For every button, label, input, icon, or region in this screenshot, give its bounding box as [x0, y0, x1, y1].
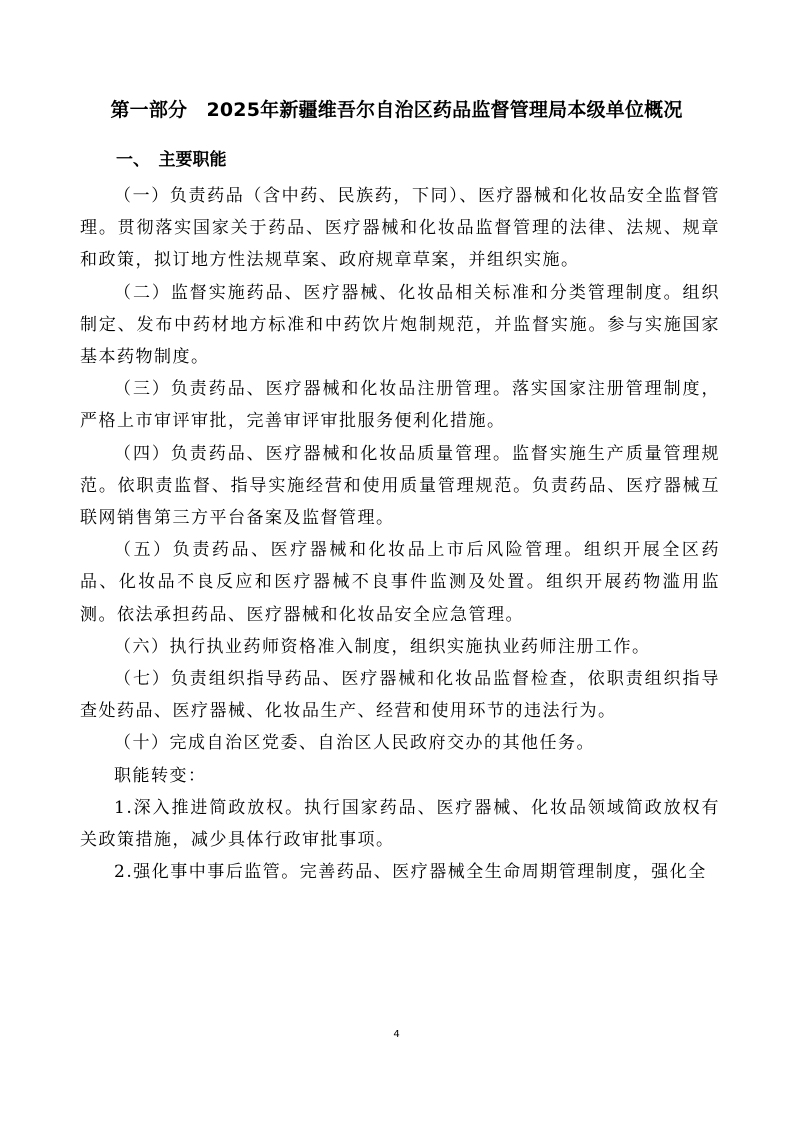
paragraph-duty-4: （四）负责药品、医疗器械和化妆品质量管理。监督实施生产质量管理规范。依职责监督、指导实施经营和使用质量管理规范。负责药品、医疗器械互联网销售第三方平台备案及监督管理。 [80, 443, 720, 529]
page-number: 4 [393, 1029, 400, 1040]
document-body [80, 180, 720, 888]
document-title: 第一部分 2025年新疆维吾尔自治区药品监督管理局本级单位概况 [110, 99, 683, 121]
paragraph-duty-1: （一）负责药品（含中药、民族药，下同）、医疗器械和化妆品安全监督管理。贯彻落实国家关于药品、医疗器械和化妆品监督管理的法律、法规、规章和政策，拟订地方性法规草案、政府规章草案，并组织实施。 [80, 186, 720, 271]
paragraph-duty-6: （六）执行执业药师资格准入制度，组织实施执业药师注册工作。 [114, 636, 651, 657]
paragraph-function-change-2: 2.强化事中事后监管。完善药品、医疗器械全生命周期管理制度，强化全 [114, 862, 707, 883]
paragraph-duty-10: （十）完成自治区党委、自治区人民政府交办的其他任务。 [114, 733, 595, 754]
paragraph-duty-5: （五）负责药品、医疗器械和化妆品上市后风险管理。组织开展全区药品、化妆品不良反应和医疗器械不良事件监测及处置。组织开展药物滥用监测。依法承担药品、医疗器械和化妆品安全应急管理。 [80, 540, 720, 625]
paragraph-function-change-heading: 职能转变： [114, 765, 207, 786]
paragraph-function-change-1: 1.深入推进简政放权。执行国家药品、医疗器械、化妆品领域简政放权有关政策措施，减少具体行政审批事项。 [80, 797, 720, 851]
paragraph-duty-2: （二）监督实施药品、医疗器械、化妆品相关标准和分类管理制度。组织制定、发布中药材地方标准和中药饮片炮制规范，并监督实施。参与实施国家基本药物制度。 [80, 282, 720, 368]
paragraph-duty-3: （三）负责药品、医疗器械和化妆品注册管理。落实国家注册管理制度，严格上市审评审批，完善审评审批服务便利化措施。 [80, 379, 720, 432]
paragraph-duty-7: （七）负责组织指导药品、医疗器械和化妆品监督检查，依职责组织指导查处药品、医疗器械、化妆品生产、经营和使用环节的违法行为。 [80, 669, 720, 722]
section-heading: 一、 主要职能 [116, 150, 227, 170]
